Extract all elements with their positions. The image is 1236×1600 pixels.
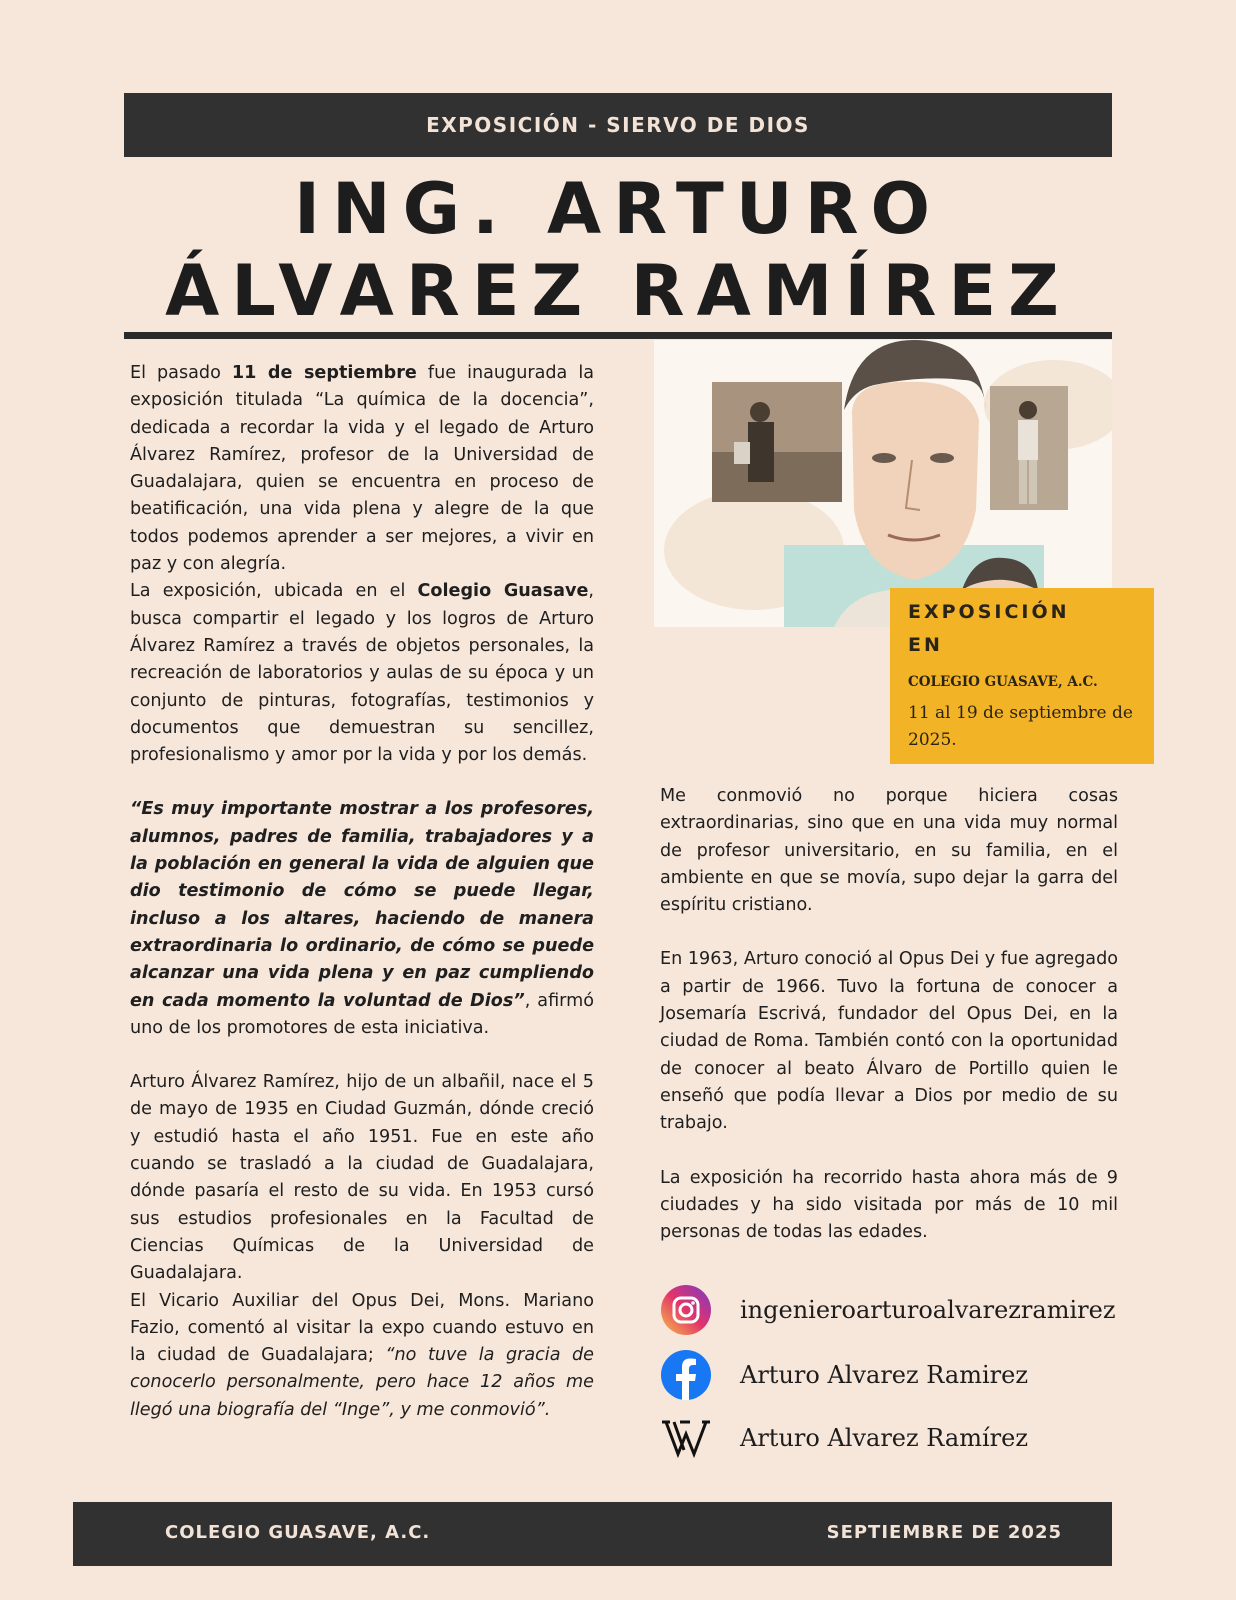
- info-organization: COLEGIO GUASAVE, A.C.: [908, 674, 1098, 690]
- text: , busca compartir el legado y los logros de Arturo Álvarez Ramírez a través de objetos personales, la recreación de laboratorios y aulas de su época y un conjunto de pinturas, fotografías, testimonios y documentos que demuestran su sencillez, profesionalismo y amor por la vida y por los demás.: [130, 581, 594, 766]
- quote-text: “Es muy importante mostrar a los profesores, alumnos, padres de familia, trabajadores y a la población en general la vida de alguien que dio testimonio de cómo se puede llegar, incluso a los altares, haciendo de manera extraordinaria lo ordinario, de cómo se puede alcanzar una vida plena y en paz cumpliendo en cada momento la voluntad de Dios”: [130, 799, 594, 1011]
- facebook-name[interactable]: Arturo Alvarez Ramirez: [740, 1361, 1028, 1389]
- title-line-1: ING. ARTURO: [294, 168, 942, 250]
- wikipedia-icon[interactable]: [660, 1412, 712, 1464]
- footer-bar: [73, 1502, 1112, 1566]
- title-line-2: ÁLVAREZ RAMÍREZ: [165, 250, 1071, 332]
- paragraph-biography: Arturo Álvarez Ramírez, hijo de un albañil, nace el 5 de mayo de 1935 en Ciudad Guzmán, dónde creció y estudió hasta el año 1951. Fue en este año cuando se trasladó a la ciudad de Guadalajara, dónde pasaría el resto de su vida. En 1953 cursó sus estudios profesionales en la Facultad de Ciencias Químicas de la Universidad de Guadalajara.: [130, 1072, 594, 1284]
- text: fue inaugurada la exposición titulada “La química de la docencia”, dedicada a recordar la vida y el legado de Arturo Álvarez Ramírez, profesor de la Universidad de Guadalajara, quien se encuentra en proceso de beatificación, una vida plena y alegre de la que todos podemos aprender a ser mejores, a vivir en paz y con alegría.: [130, 363, 594, 575]
- bold-date: 11 de septiembre: [231, 363, 417, 383]
- bold-school: Colegio Guasave: [417, 581, 589, 602]
- instagram-icon[interactable]: [660, 1284, 712, 1336]
- info-heading-2: EN: [908, 634, 943, 656]
- text: El Vicario Auxiliar del Opus Dei, Mons. Mariano Fazio, comentó al visitar la expo cuando estuvo en la ciudad de Guadalajara;: [130, 1290, 594, 1366]
- paragraph-conmovio: Me conmovió no porque hiciera cosas extraordinarias, sino que en una vida muy normal de profesor universitario, en su familia, en el ambiente en que se movía, supo dejar la garra del espíritu cristiano.: [660, 786, 1118, 916]
- text: , afirmó uno de los promotores de esta iniciativa.: [130, 990, 595, 1038]
- right-column: [660, 783, 1118, 1246]
- paragraph-vicar: [130, 1288, 594, 1424]
- header-kicker: EXPOSICIÓN - SIERVO DE DIOS: [426, 113, 810, 137]
- paragraph-quote: [130, 796, 594, 1042]
- instagram-handle[interactable]: ingenieroarturoalvarezramirez: [740, 1296, 1116, 1324]
- italic-quote: “no tuve la gracia de conocerlo personalmente, pero hace 12 años me llegó una biografía del “Inge”, y me conmovió”.: [130, 1345, 594, 1420]
- paragraph-intro: [130, 360, 594, 578]
- footer-date: SEPTIEMBRE DE 2025: [826, 1522, 1062, 1543]
- social-wikipedia[interactable]: [660, 1412, 1028, 1464]
- left-column: [130, 360, 594, 1424]
- title-divider: [124, 332, 1112, 339]
- portrait-illustration: [654, 340, 1112, 627]
- header-bar: [124, 93, 1112, 157]
- paragraph-location: [130, 578, 594, 769]
- paragraph-tour: La exposición ha recorrido hasta ahora más de 9 ciudades y ha sido visitada por más de 10 mil personas de todas las edades.: [660, 1167, 1118, 1243]
- facebook-icon[interactable]: [660, 1349, 712, 1401]
- text: La exposición, ubicada en el: [130, 581, 418, 602]
- paragraph-opus-dei: En 1963, Arturo conoció al Opus Dei y fue agregado a partir de 1966. Tuvo la fortuna de conocer a Josemaría Escrivá, fundador del Opus Dei, en la ciudad de Roma. También contó con la oportunidad de conocer al beato Álvaro de Portillo quien le enseñó que podía llevar a Dios por medio de su trabajo.: [660, 949, 1118, 1134]
- info-dates: 11 al 19 de septiembre de 2025.: [908, 703, 1133, 750]
- social-instagram[interactable]: [660, 1284, 1115, 1336]
- text: El pasado: [130, 363, 232, 383]
- footer-school: COLEGIO GUASAVE, A.C.: [165, 1522, 431, 1543]
- social-facebook[interactable]: [660, 1349, 1028, 1401]
- info-heading-1: EXPOSICIÓN: [908, 601, 1070, 623]
- page-title: [124, 168, 1112, 332]
- wikipedia-name[interactable]: Arturo Alvarez Ramírez: [740, 1424, 1028, 1452]
- exhibition-info-box: [890, 588, 1154, 764]
